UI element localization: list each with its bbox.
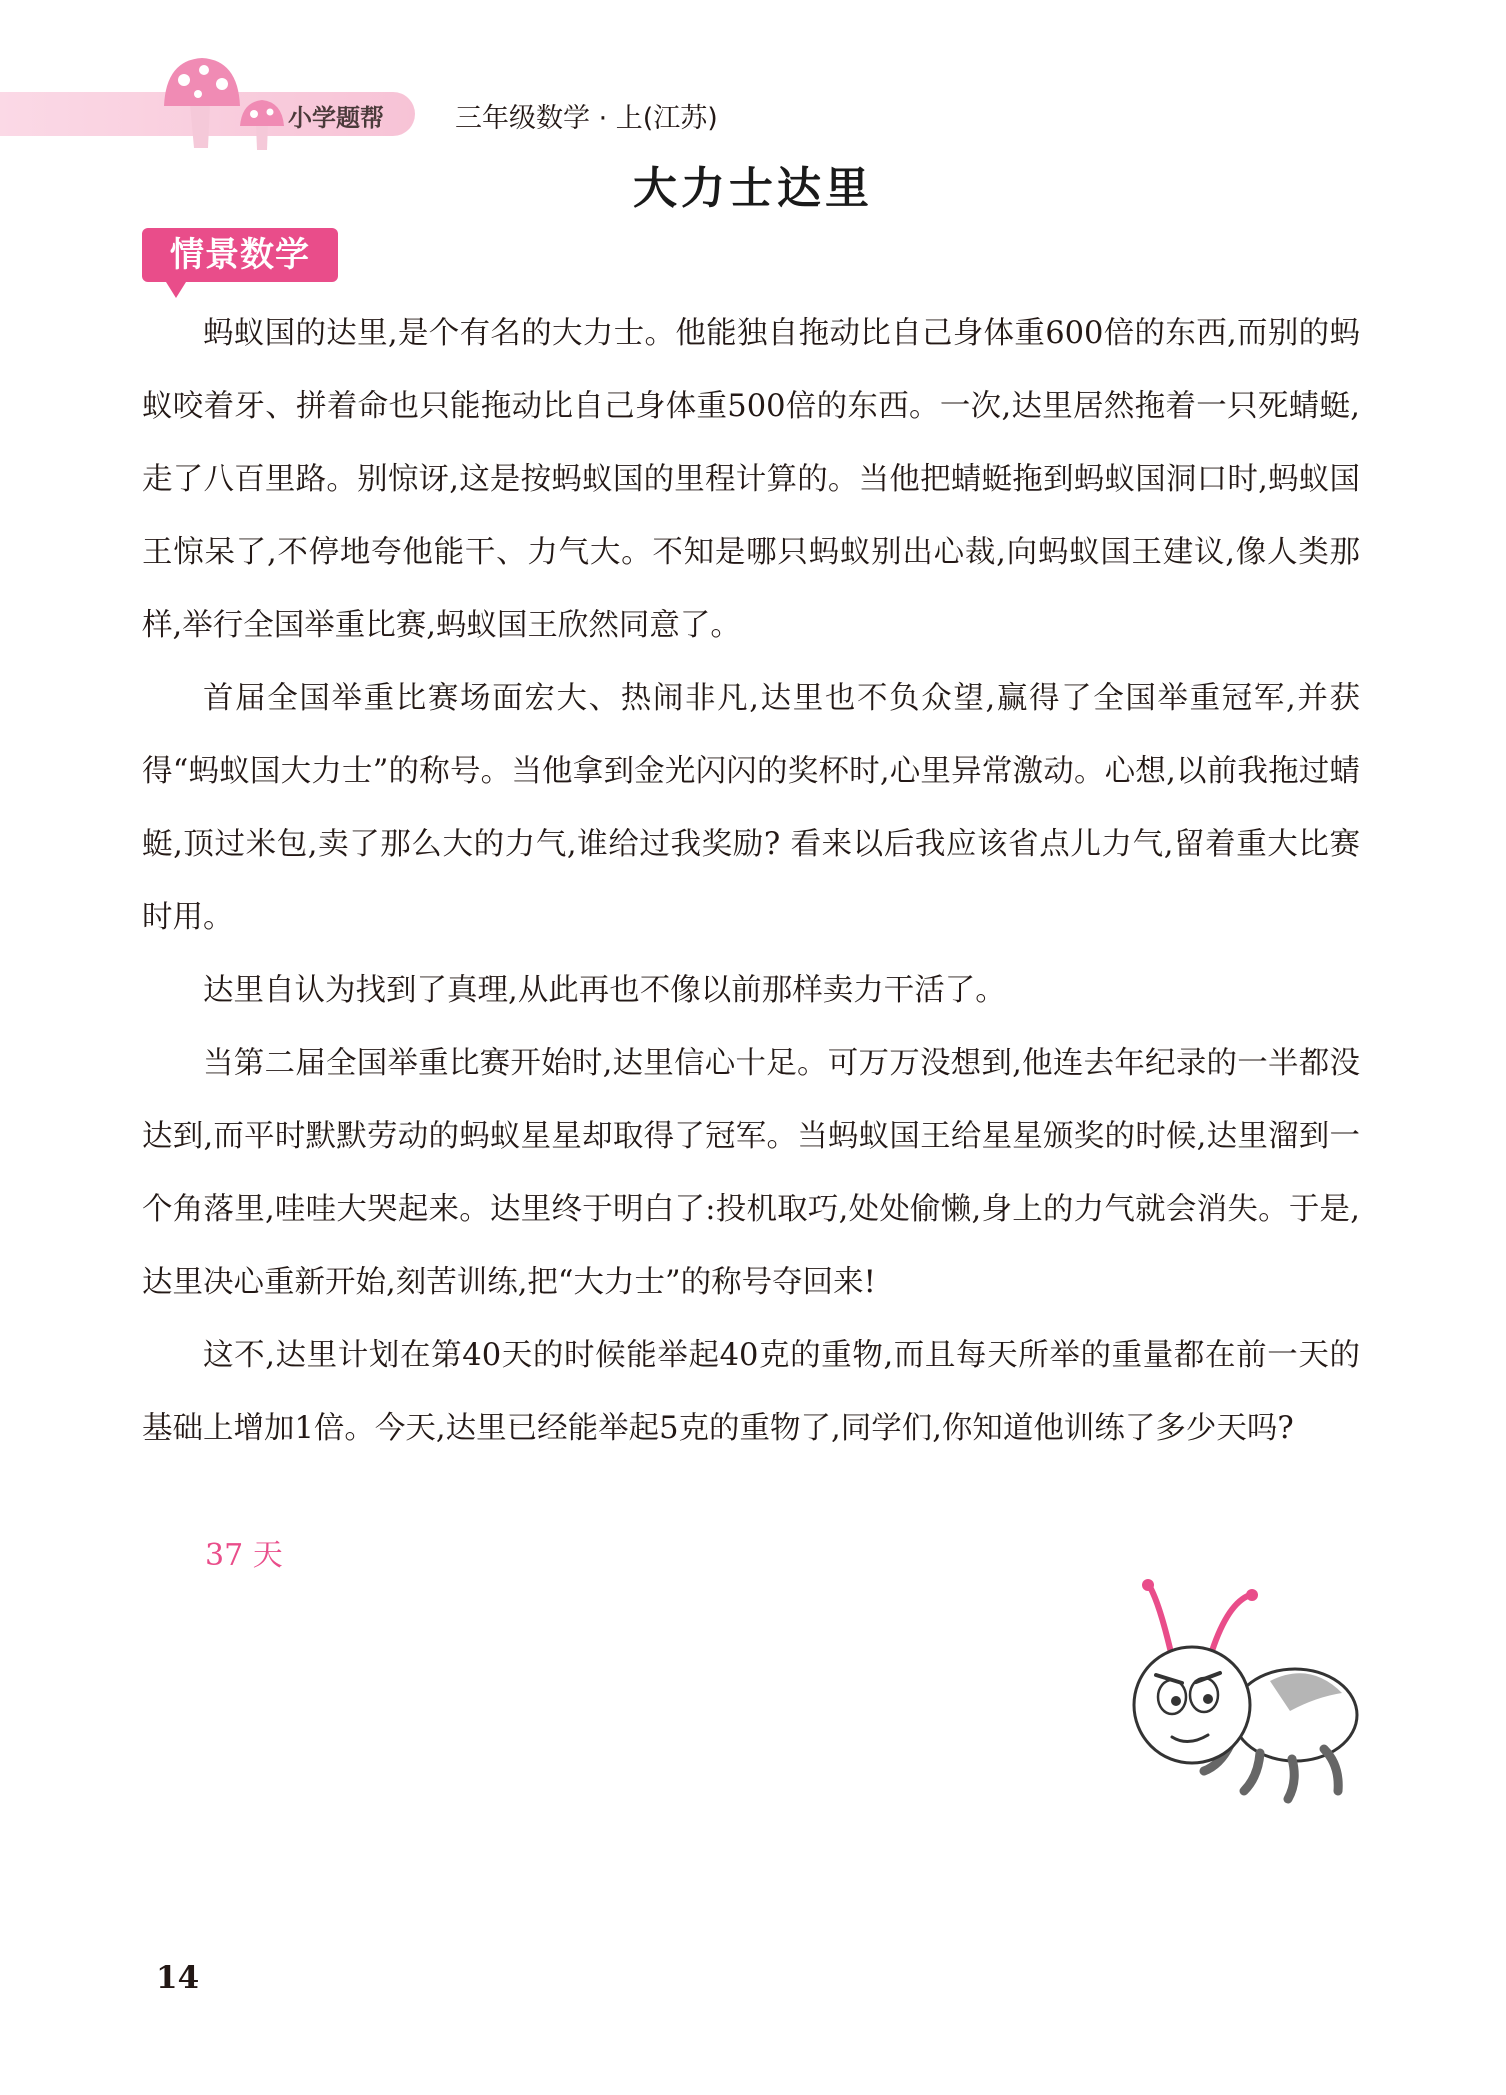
mushroom-logo-icon [160, 52, 290, 152]
section-tag [142, 228, 338, 282]
paragraph-4: 当第二届全国举重比赛开始时,达里信心十足。可万万没想到,他连去年纪录的一半都没达到,而平时默默劳动的蚂蚁星星却取得了冠军。当蚂蚁国王给星星颁奖的时候,达里溜到一个角落里,哇哇大哭起来。达里终于明白了:投机取巧,处处偷懒,身上的力气就会消失。于是,达里决心重新开始,刻苦训练,把“大力士”的称号夺回来! [142, 1046, 1360, 1300]
book-title: 三年级数学 · 上(江苏) [455, 103, 718, 134]
paragraph-1: 蚂蚁国的达里,是个有名的大力士。他能独自拖动比自己身体重600倍的东西,而别的蚂蚁咬着牙、拼着命也只能拖动比自己身体重500倍的东西。一次,达里居然拖着一只死蜻蜓,走了八百里路。别惊讶,这是按蚂蚁国的里程计算的。当他把蜻蜓拖到蚂蚁国洞口时,蚂蚁国王惊呆了,不停地夸他能干、力气大。不知是哪只蚂蚁别出心裁,向蚂蚁国王建议,像人类那样,举行全国举重比赛,蚂蚁国王欣然同意了。 [142, 316, 1360, 643]
page-title: 大力士达里 [633, 163, 873, 214]
ant-illustration-icon [1120, 1565, 1370, 1815]
story-text [142, 297, 1360, 1465]
answer: 37 天 [205, 1538, 283, 1573]
paragraph-2: 首届全国举重比赛场面宏大、热闹非凡,达里也不负众望,赢得了全国举重冠军,并获得“蚂蚁国大力士”的称号。当他拿到金光闪闪的奖杯时,心里异常激动。心想,以前我拖过蜻蜓,顶过米包,卖了那么大的力气,谁给过我奖励? 看来以后我应该省点儿力气,留着重大比赛时用。 [142, 681, 1360, 935]
page-number: 14 [156, 1960, 200, 1996]
section-label: 情景数学 [170, 235, 310, 275]
paragraph-5: 这不,达里计划在第40天的时候能举起40克的重物,而且每天所举的重量都在前一天的基础上增加1倍。今天,达里已经能举起5克的重物了,同学们,你知道他训练了多少天吗? [142, 1338, 1360, 1446]
brand-name: 小学题帮 [288, 104, 384, 132]
paragraph-3: 达里自认为找到了真理,从此再也不像以前那样卖力干活了。 [203, 973, 1006, 1008]
